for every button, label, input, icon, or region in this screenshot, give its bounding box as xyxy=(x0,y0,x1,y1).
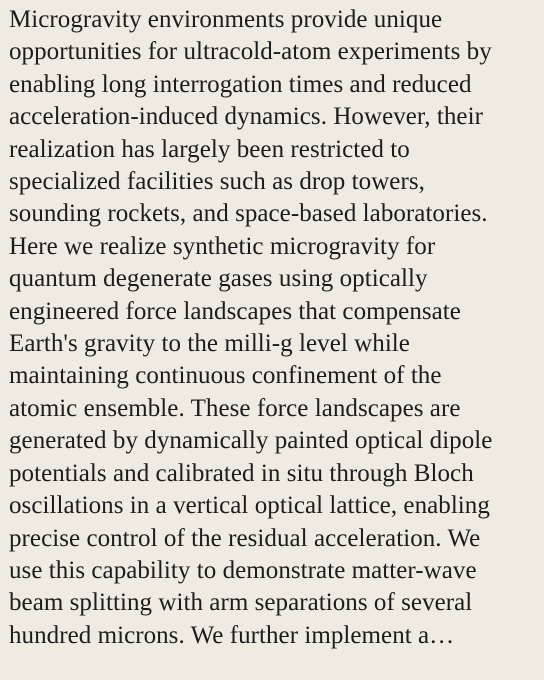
text-line: maintaining continuous confinement of the xyxy=(9,362,442,390)
text-line: engineered force landscapes that compensate xyxy=(9,297,461,325)
text-line: sounding rockets, and space-based laboratories. xyxy=(9,200,488,228)
text-line: atomic ensemble. These force landscapes are xyxy=(9,394,461,422)
text-line: enabling long interrogation times and reduced xyxy=(9,70,472,98)
text-line: beam splitting with arm separations of several xyxy=(9,589,473,617)
text-line: oscillations in a vertical optical lattice, enabling xyxy=(9,492,490,520)
text-line: specialized facilities such as drop towers, xyxy=(9,168,425,196)
text-line: Microgravity environments provide unique xyxy=(9,6,443,33)
text-line: quantum degenerate gases using optically xyxy=(9,265,428,293)
text-line: Earth's gravity to the milli-g level while xyxy=(9,330,410,358)
text-line: Here we realize synthetic microgravity for xyxy=(9,232,436,260)
text-line: opportunities for ultracold-atom experiments by xyxy=(9,38,492,66)
text-line: potentials and calibrated in situ through Bloch xyxy=(9,459,474,487)
text-line: realization has largely been restricted to xyxy=(9,135,410,163)
text-line: generated by dynamically painted optical dipole xyxy=(9,427,493,455)
text-line: hundred microns. We further implement a… xyxy=(9,621,455,649)
text-line: acceleration-induced dynamics. However, their xyxy=(9,103,483,131)
text-line: use this capability to demonstrate matter-wave xyxy=(9,556,477,584)
abstract-text xyxy=(9,4,539,652)
text-line: precise control of the residual acceleration. We xyxy=(9,524,481,552)
